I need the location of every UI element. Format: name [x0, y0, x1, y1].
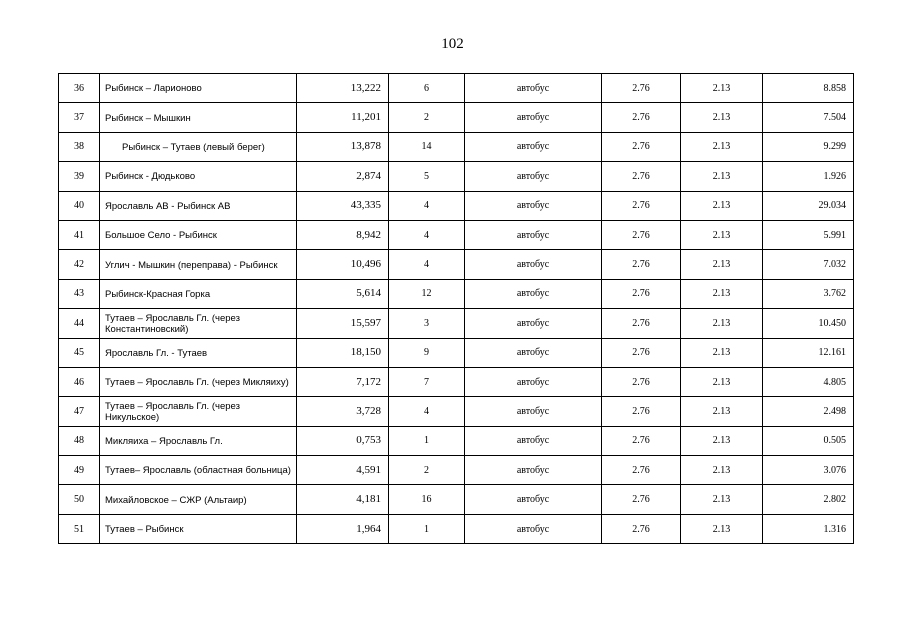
- coefficient-a-cell: [602, 367, 681, 396]
- vehicle-type-text: автобус: [516, 82, 550, 94]
- route-name-text: Тутаев – Ярославль Гл. (через Никульское): [105, 400, 240, 423]
- table-row: [59, 132, 854, 161]
- total-cell: [763, 103, 854, 132]
- coefficient-b-text: 2.13: [712, 405, 731, 417]
- coefficient-a-cell: [602, 162, 681, 191]
- trips-cell: [389, 309, 465, 338]
- coefficient-b-cell: [681, 514, 763, 543]
- coefficient-a-text: 2.76: [632, 259, 650, 271]
- distance-text: 4,591: [356, 463, 381, 476]
- table-row: [59, 397, 854, 426]
- distance-cell: [297, 514, 389, 543]
- vehicle-type-text: автобус: [516, 200, 550, 212]
- coefficient-b-cell: [681, 338, 763, 367]
- total-text: 0.505: [823, 435, 846, 447]
- route-name-cell: [100, 162, 297, 191]
- route-name-cell: [100, 367, 297, 396]
- vehicle-type-cell: [465, 397, 602, 426]
- trips-text: 2: [424, 112, 429, 124]
- row-number-cell: [59, 220, 100, 249]
- distance-text: 13,222: [350, 81, 381, 94]
- total-cell: [763, 279, 854, 308]
- distance-text: 3,728: [356, 404, 381, 417]
- row-number-text: 47: [74, 405, 84, 417]
- coefficient-b-cell: [681, 426, 763, 455]
- total-cell: [763, 456, 854, 485]
- route-name-cell: [100, 426, 297, 455]
- distance-text: 7,172: [356, 375, 381, 388]
- total-cell: [763, 514, 854, 543]
- vehicle-type-text: автобус: [516, 229, 550, 241]
- vehicle-type-text: автобус: [516, 376, 550, 388]
- coefficient-b-cell: [681, 162, 763, 191]
- coefficient-b-cell: [681, 309, 763, 338]
- route-name-text: Рыбинск – Мышкин: [105, 112, 191, 124]
- coefficient-b-text: 2.13: [712, 347, 731, 359]
- total-text: 8.858: [823, 82, 846, 94]
- route-name-text: Тутаев – Рыбинск: [105, 524, 184, 536]
- vehicle-type-text: автобус: [516, 259, 550, 271]
- total-text: 1.926: [823, 170, 846, 182]
- vehicle-type-cell: [465, 485, 602, 514]
- coefficient-b-text: 2.13: [712, 494, 731, 506]
- total-text: 9.299: [823, 141, 846, 153]
- route-name-cell: [100, 220, 297, 249]
- vehicle-type-text: автобус: [516, 347, 550, 359]
- route-name-cell: [100, 397, 297, 426]
- distance-cell: [297, 162, 389, 191]
- coefficient-b-text: 2.13: [712, 112, 731, 124]
- route-name-cell: [100, 279, 297, 308]
- vehicle-type-text: автобус: [516, 141, 550, 153]
- total-cell: [763, 397, 854, 426]
- table-row: [59, 514, 854, 543]
- total-text: 4.805: [823, 376, 846, 388]
- coefficient-b-text: 2.13: [712, 200, 731, 212]
- trips-text: 14: [421, 141, 432, 153]
- distance-text: 11,201: [351, 111, 381, 124]
- coefficient-b-text: 2.13: [712, 170, 731, 182]
- vehicle-type-cell: [465, 250, 602, 279]
- coefficient-b-text: 2.13: [712, 288, 731, 300]
- trips-cell: [389, 426, 465, 455]
- vehicle-type-cell: [465, 309, 602, 338]
- route-name-cell: [100, 191, 297, 220]
- total-cell: [763, 191, 854, 220]
- coefficient-a-cell: [602, 338, 681, 367]
- table-row: [59, 456, 854, 485]
- total-cell: [763, 162, 854, 191]
- route-name-text: Ярославль Гл. - Тутаев: [105, 347, 208, 359]
- trips-cell: [389, 103, 465, 132]
- route-name-text: Тутаев – Ярославль Гл. (через Константиновский): [105, 312, 240, 335]
- coefficient-b-cell: [681, 220, 763, 249]
- page-number: 102: [441, 36, 464, 52]
- coefficient-b-text: 2.13: [712, 259, 731, 271]
- trips-cell: [389, 279, 465, 308]
- vehicle-type-text: автобус: [516, 523, 550, 535]
- vehicle-type-text: автобус: [516, 435, 550, 447]
- route-name-cell: [100, 309, 297, 338]
- coefficient-a-text: 2.76: [632, 170, 650, 182]
- trips-cell: [389, 397, 465, 426]
- coefficient-b-cell: [681, 485, 763, 514]
- row-number-text: 49: [74, 464, 84, 476]
- coefficient-b-cell: [681, 397, 763, 426]
- coefficient-a-text: 2.76: [632, 82, 650, 94]
- coefficient-a-cell: [602, 103, 681, 132]
- vehicle-type-text: автобус: [516, 494, 550, 506]
- row-number-cell: [59, 74, 100, 103]
- vehicle-type-cell: [465, 367, 602, 396]
- row-number-cell: [59, 132, 100, 161]
- route-name-text: Рыбинск-Красная Горка: [105, 288, 211, 300]
- total-cell: [763, 250, 854, 279]
- coefficient-a-cell: [602, 485, 681, 514]
- vehicle-type-text: автобус: [516, 170, 550, 182]
- trips-text: 6: [424, 82, 429, 94]
- total-text: 10.450: [818, 317, 846, 329]
- table-row: [59, 74, 854, 103]
- table-row: [59, 279, 854, 308]
- table-row: [59, 162, 854, 191]
- routes-table: [58, 73, 854, 544]
- coefficient-b-text: 2.13: [712, 523, 731, 535]
- coefficient-a-cell: [602, 309, 681, 338]
- row-number-text: 44: [74, 317, 84, 329]
- row-number-text: 45: [74, 347, 84, 359]
- coefficient-b-text: 2.13: [712, 141, 731, 153]
- row-number-text: 51: [74, 523, 84, 535]
- distance-cell: [297, 338, 389, 367]
- route-name-text: Рыбинск - Дюдьково: [105, 171, 196, 183]
- coefficient-a-text: 2.76: [632, 317, 650, 329]
- coefficient-a-cell: [602, 132, 681, 161]
- total-cell: [763, 485, 854, 514]
- row-number-text: 43: [74, 288, 84, 300]
- coefficient-a-text: 2.76: [632, 435, 650, 447]
- route-name-cell: [100, 103, 297, 132]
- total-cell: [763, 367, 854, 396]
- coefficient-a-text: 2.76: [632, 347, 650, 359]
- distance-text: 1,964: [356, 522, 381, 535]
- total-text: 29.034: [818, 200, 846, 212]
- table-row: [59, 338, 854, 367]
- vehicle-type-cell: [465, 103, 602, 132]
- row-number-text: 39: [74, 170, 84, 182]
- row-number-cell: [59, 367, 100, 396]
- coefficient-a-cell: [602, 397, 681, 426]
- route-name-cell: [100, 132, 297, 161]
- route-name-text: Михайловское – СЖР (Альтаир): [105, 494, 247, 506]
- coefficient-b-text: 2.13: [712, 464, 731, 476]
- distance-cell: [297, 191, 389, 220]
- vehicle-type-cell: [465, 456, 602, 485]
- trips-text: 2: [424, 464, 429, 476]
- total-text: 12.161: [818, 347, 846, 359]
- trips-cell: [389, 250, 465, 279]
- table-row: [59, 426, 854, 455]
- trips-cell: [389, 485, 465, 514]
- coefficient-b-text: 2.13: [712, 317, 731, 329]
- coefficient-a-text: 2.76: [632, 288, 650, 300]
- trips-text: 1: [424, 435, 429, 447]
- trips-text: 7: [424, 376, 429, 388]
- row-number-text: 40: [74, 200, 84, 212]
- vehicle-type-text: автобус: [516, 317, 550, 329]
- trips-text: 12: [421, 288, 432, 300]
- row-number-cell: [59, 309, 100, 338]
- distance-text: 15,597: [350, 316, 381, 329]
- route-name-text: Микляиха – Ярославль Гл.: [105, 435, 223, 447]
- total-cell: [763, 309, 854, 338]
- route-name-text: Тутаев– Ярославль (областная больница): [105, 465, 291, 477]
- distance-text: 43,335: [350, 199, 381, 212]
- vehicle-type-cell: [465, 279, 602, 308]
- row-number-cell: [59, 426, 100, 455]
- distance-cell: [297, 74, 389, 103]
- row-number-cell: [59, 250, 100, 279]
- coefficient-b-cell: [681, 74, 763, 103]
- distance-cell: [297, 250, 389, 279]
- coefficient-a-text: 2.76: [632, 464, 650, 476]
- coefficient-a-text: 2.76: [632, 494, 650, 506]
- distance-text: 13,878: [350, 140, 381, 153]
- trips-cell: [389, 220, 465, 249]
- coefficient-a-cell: [602, 514, 681, 543]
- coefficient-a-cell: [602, 250, 681, 279]
- row-number-cell: [59, 456, 100, 485]
- coefficient-b-cell: [681, 191, 763, 220]
- routes-table-body: [59, 74, 854, 544]
- distance-cell: [297, 397, 389, 426]
- distance-text: 5,614: [356, 287, 381, 300]
- total-cell: [763, 132, 854, 161]
- trips-text: 4: [424, 259, 429, 271]
- row-number-cell: [59, 485, 100, 514]
- row-number-cell: [59, 397, 100, 426]
- total-text: 2.498: [823, 405, 846, 417]
- distance-cell: [297, 132, 389, 161]
- route-name-cell: [100, 485, 297, 514]
- vehicle-type-cell: [465, 132, 602, 161]
- coefficient-b-cell: [681, 250, 763, 279]
- table-row: [59, 485, 854, 514]
- row-number-cell: [59, 338, 100, 367]
- total-text: 7.504: [823, 112, 846, 124]
- route-name-text: Рыбинск – Ларионово: [105, 83, 202, 95]
- trips-cell: [389, 514, 465, 543]
- coefficient-a-cell: [602, 426, 681, 455]
- table-row: [59, 309, 854, 338]
- vehicle-type-cell: [465, 220, 602, 249]
- row-number-text: 41: [74, 229, 84, 241]
- total-cell: [763, 338, 854, 367]
- route-name-text: Тутаев – Ярославль Гл. (через Микляиху): [105, 377, 289, 389]
- row-number-cell: [59, 103, 100, 132]
- row-number-text: 50: [74, 494, 84, 506]
- total-text: 7.032: [823, 259, 846, 271]
- route-name-text: Ярославль АВ - Рыбинск АВ: [105, 200, 231, 212]
- row-number-cell: [59, 191, 100, 220]
- trips-cell: [389, 132, 465, 161]
- trips-text: 3: [424, 317, 429, 329]
- table-row: [59, 367, 854, 396]
- route-name-text: Рыбинск – Тутаев (левый берег): [122, 141, 265, 153]
- coefficient-b-cell: [681, 367, 763, 396]
- coefficient-a-text: 2.76: [632, 141, 650, 153]
- total-text: 3.076: [823, 464, 846, 476]
- coefficient-b-cell: [681, 456, 763, 485]
- distance-text: 0,753: [356, 434, 381, 447]
- trips-cell: [389, 456, 465, 485]
- row-number-cell: [59, 279, 100, 308]
- coefficient-b-text: 2.13: [712, 82, 731, 94]
- coefficient-a-cell: [602, 191, 681, 220]
- total-cell: [763, 74, 854, 103]
- vehicle-type-text: автобус: [516, 288, 550, 300]
- coefficient-a-text: 2.76: [632, 112, 650, 124]
- route-name-cell: [100, 74, 297, 103]
- distance-cell: [297, 485, 389, 514]
- vehicle-type-text: автобус: [516, 405, 550, 417]
- trips-text: 4: [424, 229, 429, 241]
- vehicle-type-cell: [465, 338, 602, 367]
- row-number-text: 37: [74, 112, 84, 124]
- coefficient-a-cell: [602, 74, 681, 103]
- coefficient-b-text: 2.13: [712, 229, 731, 241]
- coefficient-a-text: 2.76: [632, 229, 650, 241]
- vehicle-type-cell: [465, 74, 602, 103]
- coefficient-a-cell: [602, 279, 681, 308]
- vehicle-type-cell: [465, 426, 602, 455]
- coefficient-a-cell: [602, 456, 681, 485]
- coefficient-b-cell: [681, 279, 763, 308]
- coefficient-a-text: 2.76: [632, 405, 650, 417]
- total-text: 5.991: [823, 229, 846, 241]
- total-cell: [763, 426, 854, 455]
- route-name-text: Большое Село - Рыбинск: [105, 230, 217, 242]
- coefficient-a-text: 2.76: [632, 376, 650, 388]
- route-name-cell: [100, 250, 297, 279]
- distance-cell: [297, 309, 389, 338]
- trips-text: 1: [424, 523, 429, 535]
- coefficient-b-cell: [681, 132, 763, 161]
- vehicle-type-cell: [465, 514, 602, 543]
- distance-text: 10,496: [350, 258, 381, 271]
- distance-cell: [297, 220, 389, 249]
- distance-cell: [297, 456, 389, 485]
- coefficient-b-cell: [681, 103, 763, 132]
- trips-cell: [389, 338, 465, 367]
- trips-text: 9: [424, 347, 429, 359]
- row-number-text: 36: [74, 82, 84, 94]
- trips-cell: [389, 74, 465, 103]
- distance-cell: [297, 367, 389, 396]
- vehicle-type-cell: [465, 162, 602, 191]
- total-text: 2.802: [823, 494, 846, 506]
- row-number-text: 48: [74, 435, 84, 447]
- coefficient-a-cell: [602, 220, 681, 249]
- total-text: 3.762: [823, 288, 846, 300]
- distance-text: 4,181: [356, 493, 381, 506]
- trips-cell: [389, 162, 465, 191]
- row-number-text: 38: [74, 141, 84, 153]
- distance-text: 8,942: [356, 228, 381, 241]
- route-name-cell: [100, 514, 297, 543]
- trips-cell: [389, 191, 465, 220]
- coefficient-a-text: 2.76: [632, 200, 650, 212]
- table-row: [59, 250, 854, 279]
- route-name-text: Углич - Мышкин (переправа) - Рыбинск: [105, 259, 278, 271]
- coefficient-b-text: 2.13: [712, 376, 731, 388]
- row-number-text: 46: [74, 376, 84, 388]
- trips-cell: [389, 367, 465, 396]
- vehicle-type-text: автобус: [516, 112, 550, 124]
- vehicle-type-cell: [465, 191, 602, 220]
- trips-text: 4: [424, 405, 429, 417]
- trips-text: 4: [424, 200, 429, 212]
- distance-cell: [297, 103, 389, 132]
- distance-cell: [297, 279, 389, 308]
- route-name-cell: [100, 338, 297, 367]
- trips-text: 5: [424, 170, 429, 182]
- distance-text: 2,874: [356, 169, 381, 182]
- table-row: [59, 191, 854, 220]
- coefficient-b-text: 2.13: [712, 435, 731, 447]
- table-row: [59, 103, 854, 132]
- coefficient-a-text: 2.76: [632, 523, 650, 535]
- table-row: [59, 220, 854, 249]
- total-cell: [763, 220, 854, 249]
- distance-cell: [297, 426, 389, 455]
- row-number-cell: [59, 514, 100, 543]
- total-text: 1.316: [823, 523, 846, 535]
- vehicle-type-text: автобус: [516, 464, 550, 476]
- trips-text: 16: [421, 494, 432, 506]
- route-name-cell: [100, 456, 297, 485]
- row-number-text: 42: [74, 259, 84, 271]
- row-number-cell: [59, 162, 100, 191]
- distance-text: 18,150: [350, 346, 381, 359]
